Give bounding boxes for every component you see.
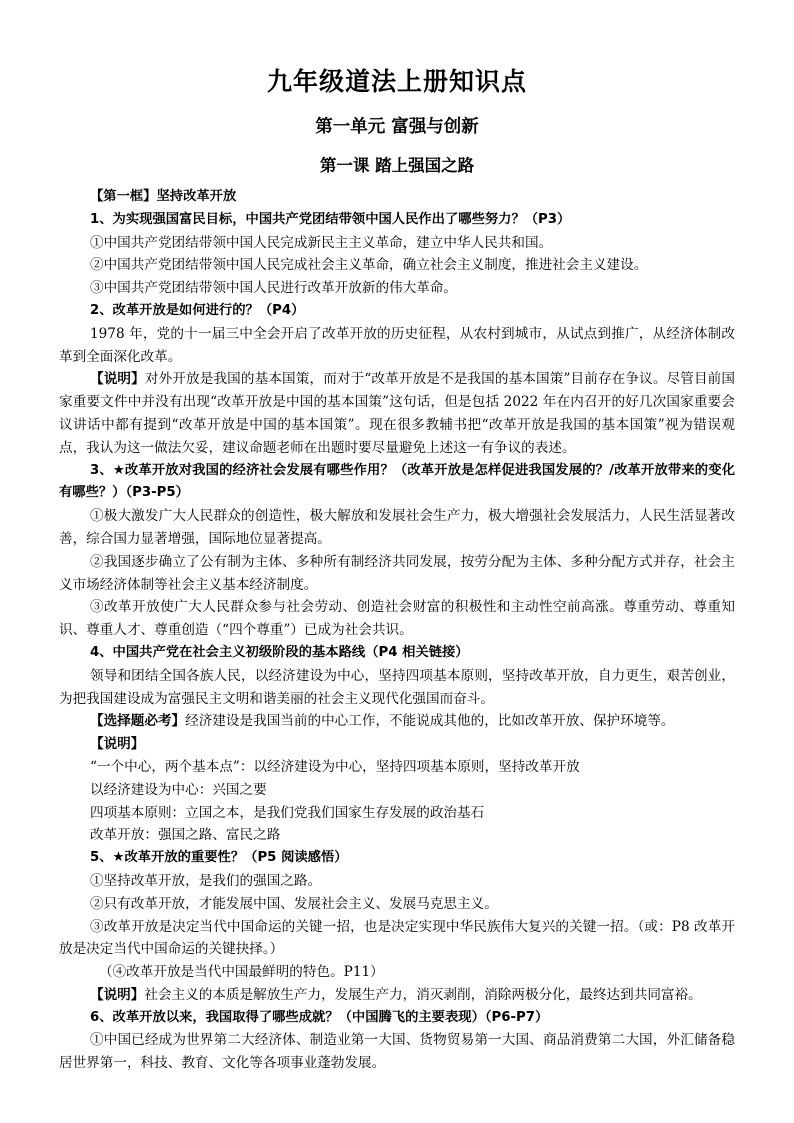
question-3-answer-1: ①极大激发广大人民群众的创造性，极大解放和发展社会生产力，极大增强社会发展活力，人民生活显著改善，综合国力显著增强，国际地位显著提高。 xyxy=(59,508,735,547)
question-3-title: 3、★改革开放对我国的经济社会发展有哪些作用？（改革开放是怎样促进我国发展的？/改革开放带来的变化有哪些？）（P3-P5） xyxy=(59,462,735,501)
question-1-answer-1: ①中国共产党团结带领中国人民完成新民主主义革命，建立中华人民共和国。 xyxy=(90,234,553,251)
question-2-answer: 1978 年，党的十一届三中全会开启了改革开放的历史征程，从农村到城市，从试点到推广，从经济体制改革到全面深化改革。 xyxy=(59,325,735,365)
question-3-answer-3: ③改革开放使广大人民群众参与社会劳动、创造社会财富的积极性和主动性空前高涨。尊重劳动、尊重知识、尊重人才、尊重创造（“四个尊重”）已成为社会共识。 xyxy=(59,599,735,639)
question-5-answer-4: （④改革开放是当代中国最鲜明的特色。P11） xyxy=(99,964,384,981)
question-2-note xyxy=(59,368,735,459)
question-5-note xyxy=(59,984,735,1007)
note-text: 对外开放是我国的基本国策，而对于“改革开放是不是我国的基本国策”目前存在争议。尽管目前国家重要文件中并没有出现“改革开放是中国的基本国策”这句话，但是包括 2022 年在内召开的好几次国家重要会议讲话中都有提到“改革开放是中国的基本国策”。现在很多教辅书把“改革开放是我国的基本国策”视为错误观点，我认为这一做法欠妥，建议命题老师在出题时要尽量避免上述这一有争议的表述。 xyxy=(59,371,735,456)
question-6-answer-1: ①中国已经成为世界第二大经济体、制造业第一大国、货物贸易第一大国、商品消费第二大国，外汇储备稳居世界第一，科技、教育、文化等各项事业蓬勃发展。 xyxy=(59,1032,735,1072)
question-5-answer-2: ②只有改革开放，才能发展中国、发展社会主义、发展马克思主义。 xyxy=(90,895,498,912)
question-1-title: 1、为实现强国富民目标，中国共产党团结带领中国人民作出了哪些努力？（P3） xyxy=(90,211,571,227)
question-1-answer-2: ②中国共产党团结带领中国人民完成社会主义革命，确立社会主义制度，推进社会主义建设。 xyxy=(90,257,648,274)
question-4-title: 4、中国共产党在社会主义初级阶段的基本路线（P4 相关链接） xyxy=(90,644,469,660)
section-heading-frame1: 【第一框】坚持改革开放 xyxy=(90,189,237,204)
question-6-title: 6、改革开放以来，我国取得了哪些成就？（中国腾飞的主要表现）（P6-P7） xyxy=(90,1009,549,1025)
note-text: 社会主义的本质是解放生产力，发展生产力，消灭剥削，消除两极分化，最终达到共同富裕。 xyxy=(144,986,702,1003)
question-4-note-2: 以经济建设为中心：兴国之要 xyxy=(90,781,267,798)
question-4-note-1: “一个中心，两个基本点”：以经济建设为中心，坚持四项基本原则，坚持改革开放 xyxy=(90,758,580,775)
question-4-note-label: 【说明】 xyxy=(90,736,145,753)
question-4-note-4: 改革开放：强国之路、富民之路 xyxy=(90,827,281,844)
document-title: 九年级道法上册知识点 xyxy=(266,67,527,96)
question-4-answer: 领导和团结全国各族人民，以经济建设为中心，坚持四项基本原则，坚持改革开放，自力更生，艰苦创业，为把我国建设成为富强民主文明和谐美丽的社会主义现代化强国而奋斗。 xyxy=(59,667,735,707)
question-2-title: 2、改革开放是如何进行的？（P4） xyxy=(90,302,305,318)
question-4-exam-note xyxy=(59,710,735,733)
unit-heading: 第一单元 富强与创新 xyxy=(315,117,479,137)
question-5-answer-1: ①坚持改革开放，是我们的强国之路。 xyxy=(90,872,322,889)
question-5-answer-3: ③改革开放是决定当代中国命运的关键一招，也是决定实现中华民族伟大复兴的关键一招。（或：P8 改革开放是决定当代中国命运的关键抉择。） xyxy=(59,918,735,958)
question-1-answer-3: ③中国共产党团结带领中国人民进行改革开放新的伟大革命。 xyxy=(90,280,458,297)
question-5-title: 5、★改革开放的重要性？（P5 阅读感悟） xyxy=(90,850,348,866)
document-body xyxy=(59,186,735,1075)
lesson-heading: 第一课 踏上强国之路 xyxy=(319,156,475,175)
question-3-answer-2: ②我国逐步确立了公有制为主体、多种所有制经济共同发展，按劳分配为主体、多种分配方式并存，社会主义市场经济体制等社会主义基本经济制度。 xyxy=(59,553,735,593)
question-4-note-3: 四项基本原则：立国之本，是我们党我们国家生存发展的政治基石 xyxy=(90,804,485,821)
note-label: 【说明】 xyxy=(90,986,145,1003)
note-label: 【说明】 xyxy=(90,371,145,388)
exam-label: 【选择题必考】 xyxy=(90,713,186,730)
exam-text: 经济建设是我国当前的中心工作，不能说成其他的，比如改革开放、保护环境等。 xyxy=(185,713,675,730)
